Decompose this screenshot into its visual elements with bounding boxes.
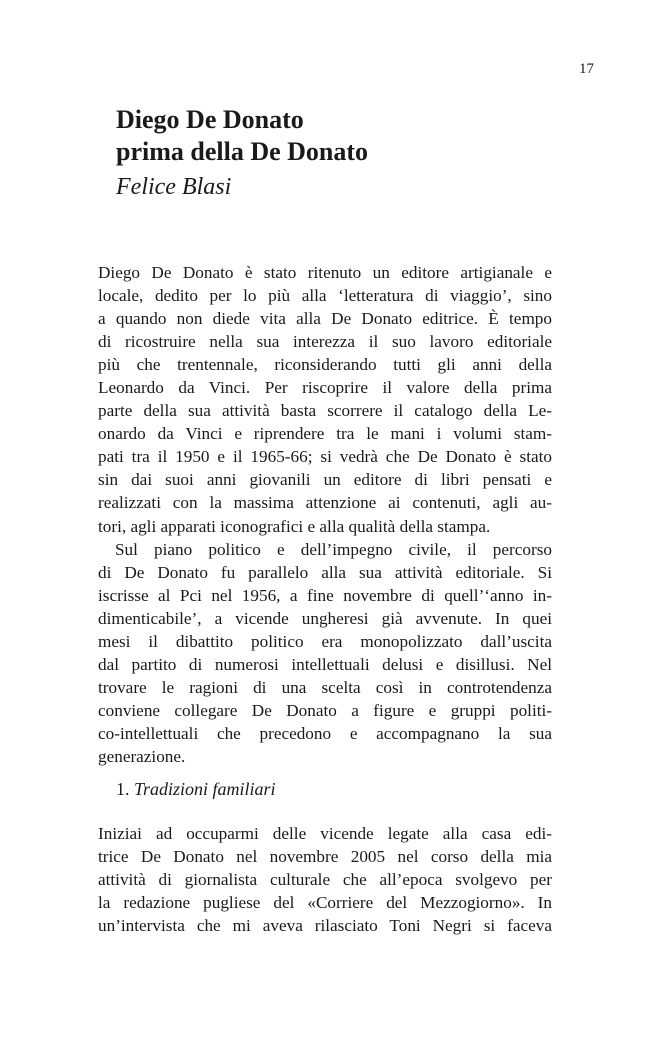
chapter-title xyxy=(116,104,368,168)
text-line: parte della sua attività basta scorrere il catalogo della Le- xyxy=(98,401,552,421)
text-line: Iniziai ad occuparmi delle vicende legate alla casa edi- xyxy=(98,824,552,843)
text-line: conviene collegare De Donato a figure e gruppi politi- xyxy=(98,700,552,720)
text-line: iscrisse al Pci nel 1956, a fine novembre di quell’‘anno in- xyxy=(98,585,552,605)
text-line: Diego De Donato è stato ritenuto un editore artigianale e xyxy=(98,263,552,282)
text-line: trice De Donato nel novembre 2005 nel corso della mia xyxy=(98,847,552,867)
section-text xyxy=(98,822,552,937)
text-line: locale, dedito per lo più alla ‘letteratura di viaggio’, sino xyxy=(98,286,552,306)
text-line: realizzati con la massima attenzione ai contenuti, agli au- xyxy=(98,493,552,513)
section-title: Tradizioni familiari xyxy=(134,779,276,799)
text-line: mesi il dibattito politico era monopolizzato dall’uscita xyxy=(98,631,552,651)
text-line: onardo da Vinci e riprendere tra le mani i volumi stam- xyxy=(98,424,552,444)
text-line: sin dai suoi anni giovanili un editore di libri pensati e xyxy=(98,470,552,490)
text-line: Leonardo da Vinci. Per riscoprire il valore della prima xyxy=(98,378,552,398)
chapter-author: Felice Blasi xyxy=(116,174,232,200)
section-number: 1. xyxy=(116,779,130,799)
section-heading xyxy=(116,778,276,800)
text-line: la redazione pugliese del «Corriere del Mezzogiorno». In xyxy=(98,893,552,913)
intro-text xyxy=(98,261,552,768)
text-line: di De Donato fu parallelo alla sua attività editoriale. Si xyxy=(98,562,552,582)
page-number: 17 xyxy=(579,61,594,77)
chapter-title-line-1: Diego De Donato xyxy=(116,105,304,134)
text-line: co-intellettuali che precedono e accompagnano la sua xyxy=(98,723,552,743)
text-line: trovare le ragioni di una scelta così in controtendenza xyxy=(98,677,552,697)
text-line: a quando non diede vita alla De Donato editrice. È tempo xyxy=(98,309,552,329)
chapter-title-line-2: prima della De Donato xyxy=(116,137,369,166)
text-line: tori, agli apparati iconografici e alla qualità della stampa. xyxy=(98,516,491,536)
text-line: più che trentennale, riconsiderando tutti gli anni della xyxy=(98,355,552,375)
text-line: pati tra il 1950 e il 1965-66; si vedrà che De Donato è stato xyxy=(98,447,552,467)
text-line: dimenticabile’, a vicende ungheresi già avvenute. In quei xyxy=(98,608,552,628)
text-line: di ricostruire nella sua interezza il suo lavoro editoriale xyxy=(98,332,552,352)
text-line: generazione. xyxy=(98,746,186,766)
text-line: un’intervista che mi aveva rilasciato Toni Negri si faceva xyxy=(98,916,552,936)
text-line: dal partito di numerosi intellettuali delusi e disillusi. Nel xyxy=(98,654,552,674)
text-line: Sul piano politico e dell’impegno civile, il percorso xyxy=(115,539,552,559)
text-line: attività di giornalista culturale che all’epoca svolgevo per xyxy=(98,870,552,890)
